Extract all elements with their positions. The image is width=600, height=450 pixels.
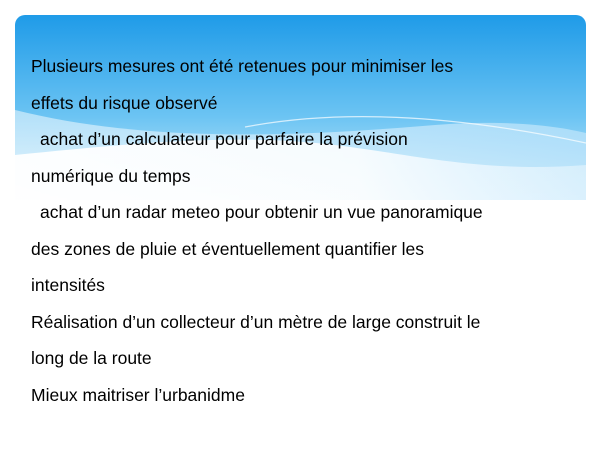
body-text-line: Mieux maitriser l’urbanidme (31, 384, 245, 405)
body-text-line: achat d’un calculateur pour parfaire la prévision (40, 129, 408, 149)
body-text-line: intensités (31, 275, 105, 295)
body-text-line: long de la route (31, 348, 152, 368)
body-text-line: numérique du temps (31, 165, 191, 186)
body-text-line: Plusieurs mesures ont été retenues pour minimiser les (31, 56, 454, 76)
slide-body-text (31, 48, 571, 413)
body-text-line: Réalisation d’un collecteur d’un mètre de large construit le (31, 311, 481, 332)
body-text-line: effets du risque observé (31, 92, 218, 113)
body-text-line: des zones de pluie et éventuellement quantifier les (31, 238, 425, 259)
body-text-line: achat d’un radar meteo pour obtenir un vue panoramique (40, 202, 483, 222)
